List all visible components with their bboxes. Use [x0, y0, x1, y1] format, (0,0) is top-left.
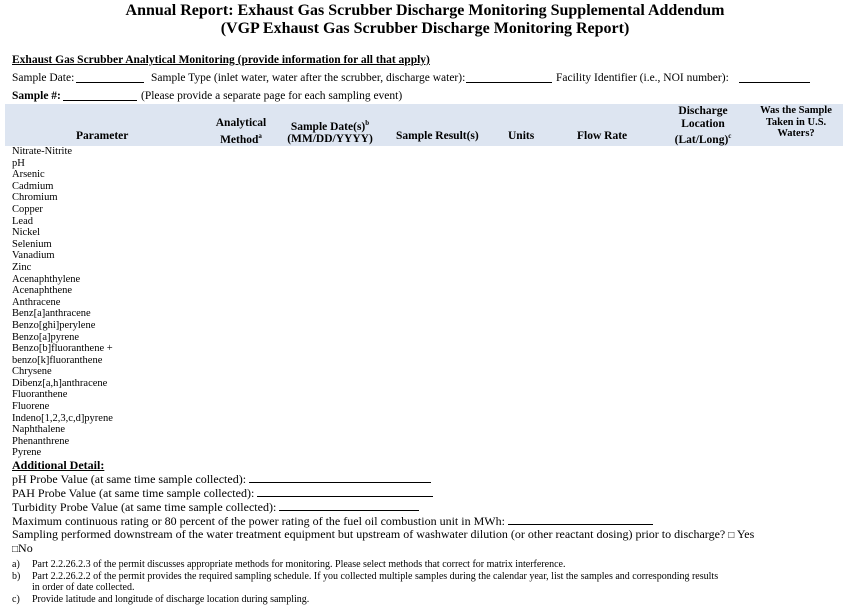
footnote-a — [12, 559, 754, 571]
sample-type-label: Sample Type (inlet water, water after the scrubber, discharge water): — [151, 72, 466, 84]
facility-id-field[interactable] — [739, 72, 810, 83]
report-title-line2: (VGP Exhaust Gas Scrubber Discharge Monitoring Report) — [220, 20, 630, 37]
sample-date-field[interactable] — [76, 72, 144, 83]
footnote-a-text: Part 2.2.26.2.3 of the permit discusses appropriate methods for monitoring. Please select methods that correct for matrix interference. — [32, 559, 566, 571]
header-method-line2 — [212, 130, 270, 146]
header-us-line1: Was the Sample — [760, 105, 832, 116]
ph-probe-field[interactable] — [249, 472, 431, 483]
footnote-b-continued: in order of date collected. — [32, 582, 135, 594]
parameter-list — [12, 146, 754, 605]
footnote-c — [12, 594, 754, 606]
parameter-row: Acenaphthene — [12, 285, 73, 297]
header-method — [212, 117, 270, 146]
header-method-line1: Analytical — [215, 117, 267, 129]
parameter-row: Copper — [12, 203, 43, 215]
parameter-row: Nickel — [12, 227, 40, 239]
header-units: Units — [508, 130, 535, 142]
parameter-row: Chrysene — [12, 366, 52, 378]
parameter-row: Naphthalene — [12, 424, 66, 436]
parameter-row: Cadmium — [12, 180, 54, 192]
max-rating-row — [12, 514, 754, 528]
header-us-waters — [752, 105, 840, 140]
sample-number-field[interactable] — [63, 90, 137, 101]
sample-date-label: Sample Date: — [12, 72, 75, 84]
header-date-sup: b — [365, 119, 370, 127]
section-title: Exhaust Gas Scrubber Analytical Monitoring (provide information for all that apply) — [12, 54, 430, 66]
turbidity-probe-label: Turbidity Probe Value (at same time sample collected): — [12, 500, 277, 515]
sample-type-field[interactable] — [466, 72, 552, 83]
header-us-line3: Waters? — [777, 128, 815, 139]
pah-probe-field[interactable] — [257, 486, 433, 497]
yes-option-label: Yes — [736, 527, 755, 542]
parameter-row: Nitrate-Nitrite — [12, 146, 73, 157]
footnote-c-label: c) — [12, 593, 20, 605]
header-sample-result: Sample Result(s) — [396, 130, 479, 142]
header-date-line1 — [284, 117, 376, 133]
parameter-row: Vanadium — [12, 250, 55, 262]
footnote-a-label: a) — [12, 559, 20, 571]
header-loc-text: (Lat/Long) — [674, 133, 729, 146]
turbidity-probe-row — [12, 500, 754, 514]
parameter-row: Benzo[ghi]perylene — [12, 319, 96, 331]
parameter-row: Benzo[a]pyrene — [12, 331, 80, 343]
report-title-line1: Annual Report: Exhaust Gas Scrubber Discharge Monitoring Supplemental Addendum — [125, 2, 725, 19]
additional-detail-title: Additional Detail: — [12, 458, 105, 473]
max-rating-field[interactable] — [508, 514, 653, 525]
parameter-row: Selenium — [12, 238, 52, 250]
max-rating-label: Maximum continuous rating or 80 percent of the power rating of the fuel oil combustion unit in MWh: — [12, 514, 505, 529]
parameter-row: Zinc — [12, 261, 32, 273]
parameter-row: Dibenz[a,h]anthracene — [12, 377, 108, 389]
header-parameter: Parameter — [76, 130, 129, 142]
parameter-row: Anthracene — [12, 296, 61, 308]
parameter-row: Lead — [12, 215, 33, 227]
yes-checkbox-icon[interactable]: □ — [728, 530, 735, 542]
header-loc-line3 — [668, 130, 738, 146]
no-checkbox-icon[interactable]: □ — [12, 544, 19, 556]
header-date-line2: (MM/DD/YYYY) — [287, 133, 373, 146]
sample-number-note: (Please provide a separate page for each sampling event) — [141, 90, 403, 102]
parameter-row: Fluoranthene — [12, 389, 68, 401]
sampling-performed-row — [12, 528, 754, 542]
footnote-b — [12, 571, 754, 583]
header-us-line2: Taken in U.S. — [765, 116, 827, 128]
sample-number-label: Sample #: — [12, 90, 61, 102]
parameter-row: Chromium — [12, 192, 58, 204]
header-date-text: Sample Date(s) — [290, 120, 366, 133]
footnote-c-text: Provide latitude and longitude of discharge location during sampling. — [32, 593, 310, 605]
header-loc-line1: Discharge — [678, 105, 728, 117]
pah-probe-label: PAH Probe Value (at same time sample collected): — [12, 486, 255, 501]
pah-probe-row — [12, 486, 754, 500]
parameter-row: Phenanthrene — [12, 435, 70, 447]
no-option-row — [12, 542, 754, 556]
footnote-b-text: Part 2.2.26.2.2 of the permit provides the required sampling schedule. If you collected multiple samples during the calendar year, list the samples and corresponding results — [32, 570, 719, 582]
ph-probe-row — [12, 472, 754, 486]
facility-id-label: Facility Identifier (i.e., NOI number): — [556, 72, 729, 84]
turbidity-probe-field[interactable] — [279, 500, 419, 511]
header-discharge-location — [668, 105, 738, 146]
footnote-b-label: b) — [12, 570, 21, 582]
header-loc-sup: c — [728, 132, 732, 140]
header-flow-rate: Flow Rate — [577, 130, 628, 142]
parameter-row: benzo[k]fluoranthene — [12, 354, 103, 366]
header-method-text: Method — [220, 133, 259, 146]
no-option-label: No — [18, 541, 33, 556]
parameter-row: pH — [12, 157, 25, 169]
sampling-performed-label: Sampling performed downstream of the water treatment equipment but upstream of washwater dilution (or other reactant dosing) prior to discharge? — [12, 527, 726, 542]
header-loc-line2: Location — [681, 117, 725, 130]
header-sample-date — [284, 117, 376, 146]
parameter-row: Pyrene — [12, 447, 42, 459]
parameter-row: Benzo[b]fluoranthene + — [12, 343, 113, 355]
header-method-sup: a — [258, 131, 262, 140]
parameter-row: Indeno[1,2,3,c,d]pyrene — [12, 412, 113, 424]
ph-probe-label: pH Probe Value (at same time sample collected): — [12, 472, 247, 487]
parameter-row: Benz[a]anthracene — [12, 308, 91, 320]
parameter-row: Fluorene — [12, 401, 50, 413]
parameter-row: Acenaphthylene — [12, 273, 81, 285]
parameter-row: Arsenic — [12, 169, 45, 181]
